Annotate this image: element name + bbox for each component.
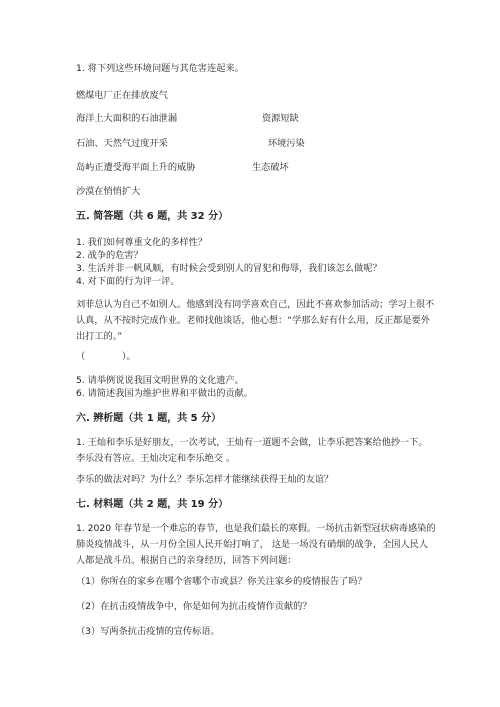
- question-item: 4. 对下面的行为评一评。: [76, 276, 180, 287]
- question-item: 2. 战争的危害？: [76, 250, 143, 261]
- question-item: 3. 生活并非一帆风顺，有时候会受到别人的冒犯和侮辱，我们该怎么做呢？: [76, 263, 382, 274]
- story-paragraph: 1. 2020 年春节是一个难忘的春节，也是我们最长的寒假。一场抗击新型冠状病毒感染的肺炎疫情战斗，从一月份全国人民开始打响了， 这是一场没有硝烟的战争，全国人民人人都是战斗员。根据自己的亲身经历，回答下列问题：: [76, 523, 436, 566]
- question-item: 李乐的做法对吗？为什么？李乐怎样才能继续获得王灿的友谊？: [76, 474, 334, 485]
- problem-item: 沙漠在悄悄扩大: [76, 186, 141, 197]
- question-item: 1. 我们如何尊重文化的多样性？: [76, 237, 208, 248]
- problem-item: 海洋上大面积的石油泄漏: [76, 113, 178, 124]
- section-heading: 七. 材料题（共 2 题，共 19 分）: [76, 499, 229, 510]
- section-heading: 五. 简答题（共 6 题，共 32 分）: [76, 211, 229, 222]
- q1-intro: 1. 将下列这些环境问题与其危害连起来。: [76, 63, 244, 74]
- story-paragraph: 刘菲总认为自己不如别人。他感到没有同学喜欢自己，因此不喜欢参加活动；学习上很不认真，从不按时完成作业。老师找他谈话，他心想：“学那么好有什么用，反正都是要外出打工的。”: [76, 299, 435, 342]
- section-heading: 六. 辨析题（共 1 题，共 5 分）: [76, 413, 222, 424]
- harm-item: 环境污染: [268, 138, 305, 149]
- harm-item: 生态破坏: [252, 162, 289, 173]
- problem-item: 石油、天然气过度开采: [76, 138, 168, 149]
- problem-item: 燃煤电厂正在排放废气: [76, 90, 168, 101]
- question-item: （1）你所在的家乡在哪个省哪个市或县？你关注家乡的疫情报告了吗？: [76, 576, 367, 587]
- question-item: 6. 请简述我国为维护世界和平做出的贡献。: [76, 388, 254, 399]
- question-item: （3）写两条抗击疫情的宣传标语。: [76, 626, 220, 637]
- harm-item: 资源短缺: [262, 113, 299, 124]
- story-paragraph: 1. 王灿和李乐是好朋友，一次考试，王灿有一道题不会做，让李乐把答案给他抄一下。李乐没有答应。王灿决定和李乐绝交 。: [76, 437, 428, 464]
- problem-item: 岛屿正遭受海平面上升的威胁: [76, 162, 196, 173]
- question-item: 5. 请举例说说我国文明世界的文化遗产。: [76, 375, 244, 386]
- answer-blank: （ ）。: [76, 351, 136, 362]
- question-item: （2）在抗击疫情战争中，你是如何为抗击疫情作贡献的？: [76, 601, 312, 612]
